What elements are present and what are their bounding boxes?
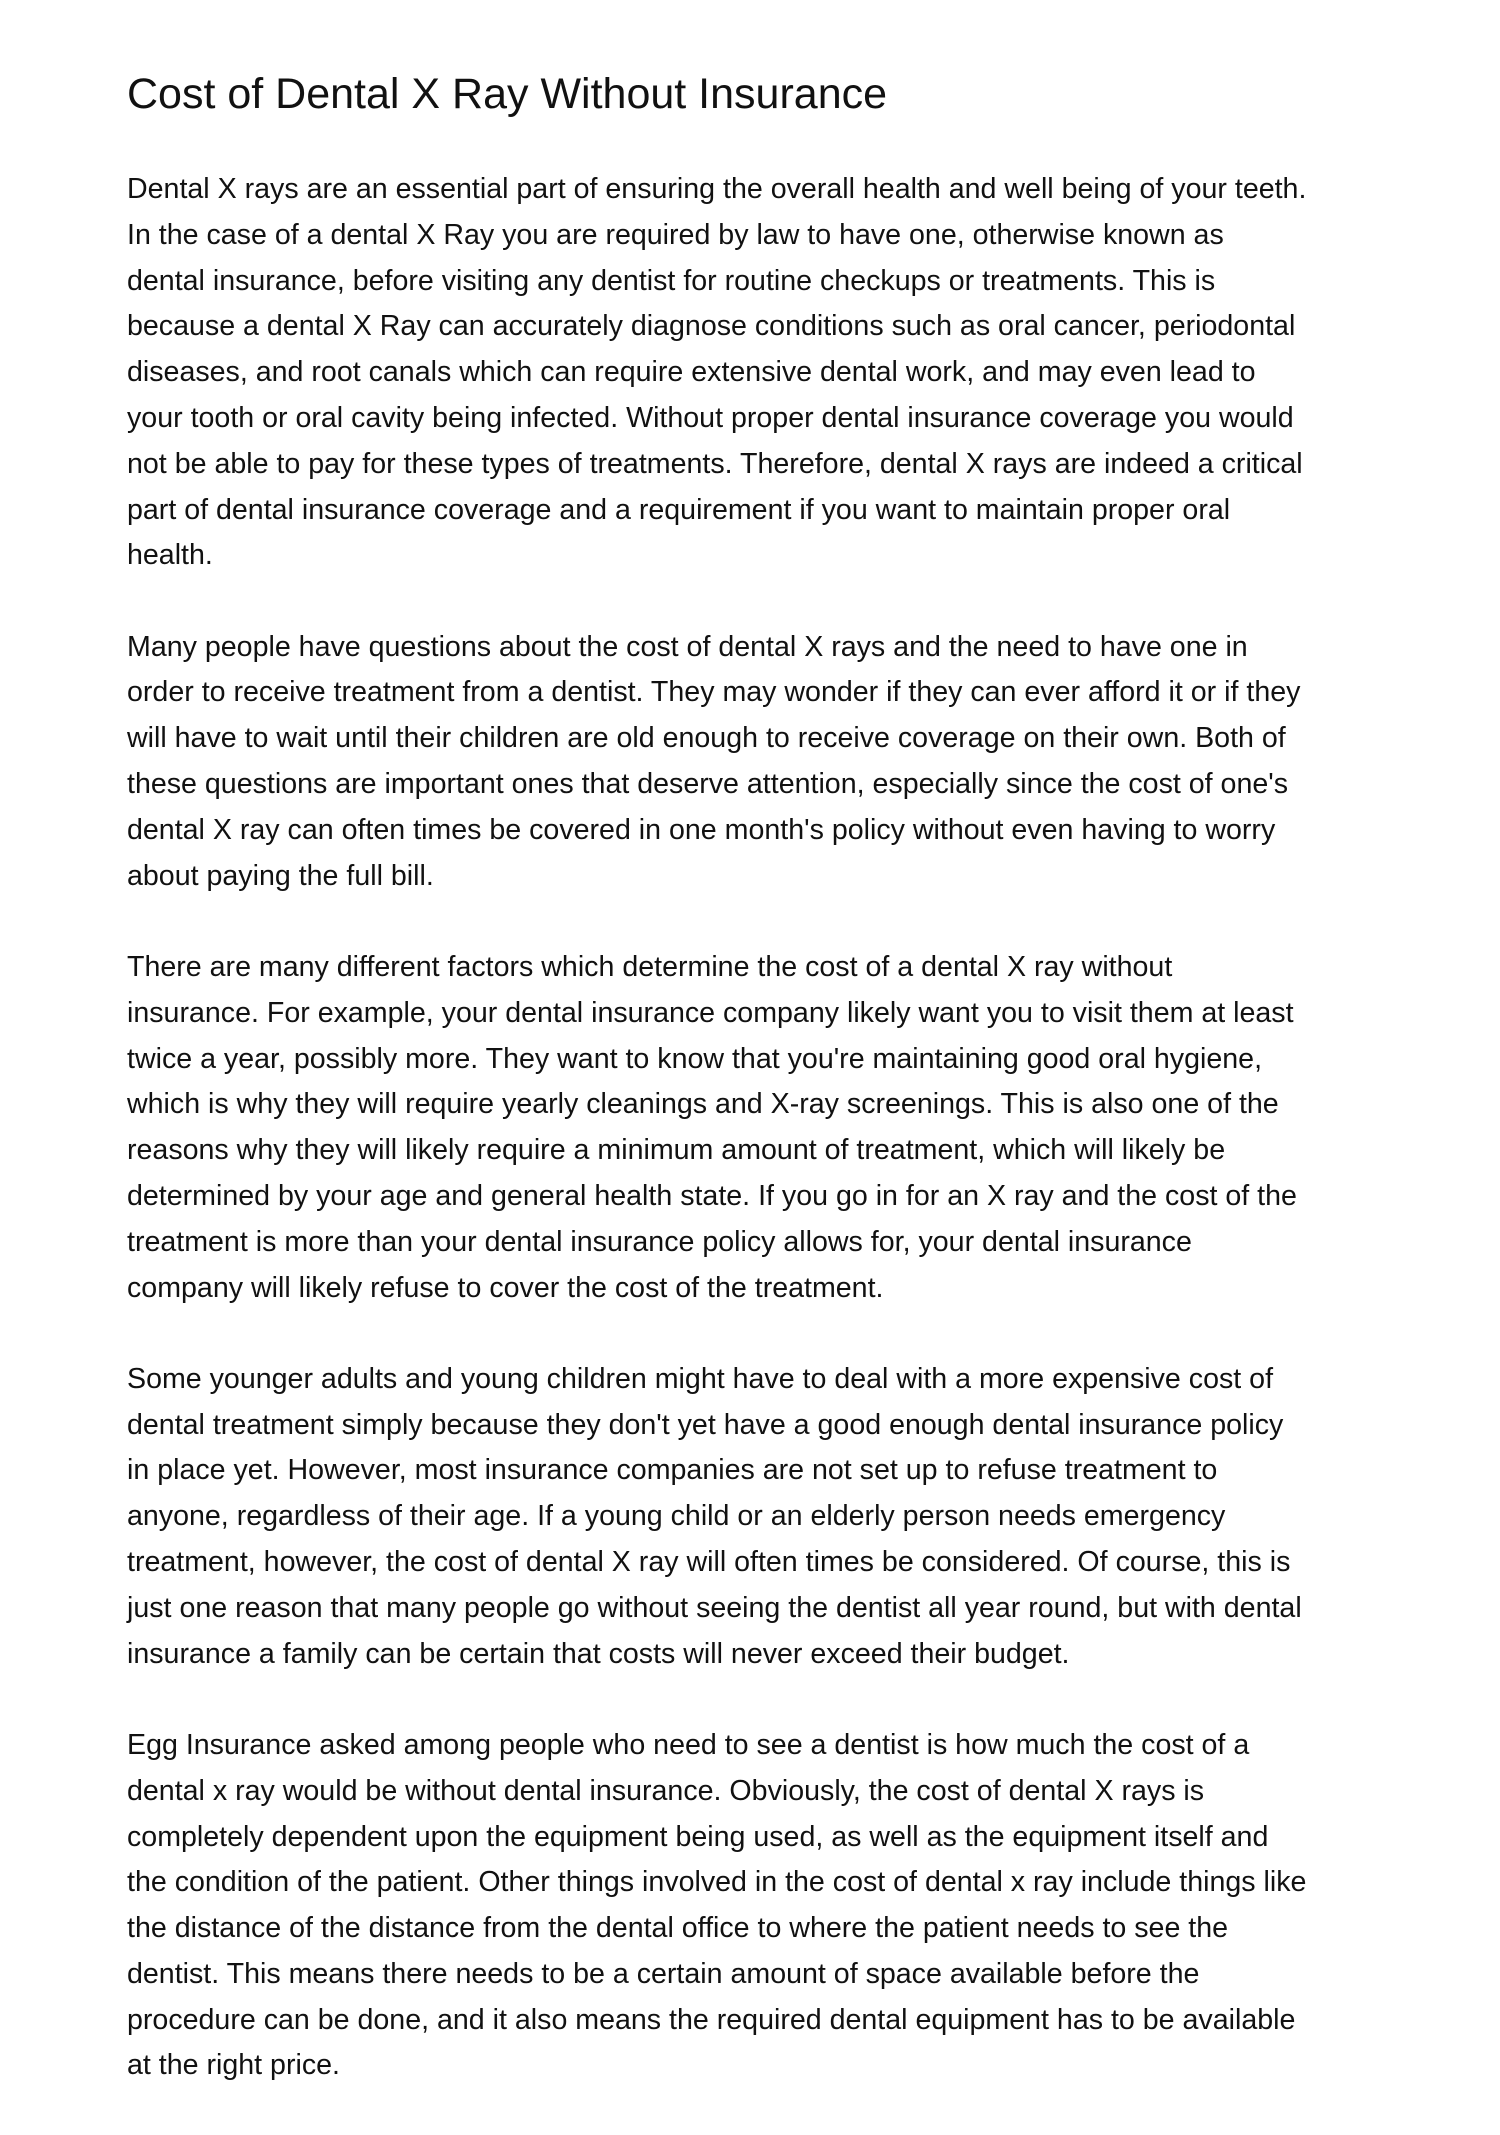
text-line: in place yet. However, most insurance companies are not set up to refuse treatment to: [127, 1454, 1218, 1487]
paragraph-5: [127, 1723, 1387, 2089]
text-line: In the case of a dental X Ray you are required by law to have one, otherwise known as: [127, 218, 1224, 251]
text-line: because a dental X Ray can accurately diagnose conditions such as oral cancer, periodontal: [127, 310, 1296, 343]
text-line: just one reason that many people go without seeing the dentist all year round, but with dental: [127, 1591, 1302, 1624]
text-line: dental treatment simply because they don't yet have a good enough dental insurance policy: [127, 1408, 1284, 1441]
text-line: these questions are important ones that deserve attention, especially since the cost of one's: [127, 768, 1289, 801]
paragraph-1: [127, 167, 1387, 579]
text-line: insurance a family can be certain that costs will never exceed their budget.: [127, 1637, 1070, 1670]
text-line: dental X ray can often times be covered in one month's policy without even having to worry: [127, 813, 1276, 846]
text-line: company will likely refuse to cover the cost of the treatment.: [127, 1271, 884, 1304]
text-line: dental insurance, before visiting any dentist for routine checkups or treatments. This is: [127, 264, 1216, 297]
text-line: the condition of the patient. Other things involved in the cost of dental x ray include things like: [127, 1866, 1307, 1899]
paragraph-2: [127, 625, 1387, 900]
text-line: treatment is more than your dental insurance policy allows for, your dental insurance: [127, 1225, 1192, 1258]
text-line: the distance of the distance from the dental office to where the patient needs to see the: [127, 1912, 1229, 1945]
text-line: will have to wait until their children are old enough to receive coverage on their own. Both of: [127, 722, 1286, 755]
text-line: procedure can be done, and it also means the required dental equipment has to be available: [127, 2003, 1296, 2036]
text-line: Many people have questions about the cost of dental X rays and the need to have one in: [127, 630, 1248, 663]
text-line: health.: [127, 539, 213, 572]
text-line: Egg Insurance asked among people who need to see a dentist is how much the cost of a: [127, 1728, 1250, 1761]
text-line: Some younger adults and young children might have to deal with a more expensive cost of: [127, 1362, 1274, 1395]
text-line: determined by your age and general health state. If you go in for an X ray and the cost of the: [127, 1179, 1297, 1212]
text-line: completely dependent upon the equipment being used, as well as the equipment itself and: [127, 1820, 1269, 1853]
text-line: Dental X rays are an essential part of ensuring the overall health and well being of your teeth.: [127, 173, 1307, 205]
text-line: part of dental insurance coverage and a requirement if you want to maintain proper oral: [127, 493, 1231, 526]
text-line: treatment, however, the cost of dental X ray will often times be considered. Of course, this is: [127, 1546, 1291, 1579]
paragraph-3: [127, 945, 1387, 1311]
text-line: not be able to pay for these types of treatments. Therefore, dental X rays are indeed a critical: [127, 447, 1303, 480]
text-line: dentist. This means there needs to be a certain amount of space available before the: [127, 1957, 1200, 1990]
text-line: about paying the full bill.: [127, 859, 434, 892]
paragraph-4: [127, 1357, 1387, 1678]
text-line: dental x ray would be without dental insurance. Obviously, the cost of dental X rays is: [127, 1774, 1205, 1807]
text-line: There are many different factors which determine the cost of a dental X ray without: [127, 950, 1173, 983]
article-body: [127, 167, 1387, 2135]
page-title: Cost of Dental X Ray Without Insurance: [127, 70, 888, 118]
text-line: at the right price.: [127, 2049, 340, 2082]
text-line: order to receive treatment from a dentist. They may wonder if they can ever afford it or if they: [127, 676, 1301, 709]
text-line: anyone, regardless of their age. If a young child or an elderly person needs emergency: [127, 1500, 1226, 1533]
text-line: diseases, and root canals which can require extensive dental work, and may even lead to: [127, 356, 1256, 389]
text-line: twice a year, possibly more. They want to know that you're maintaining good oral hygiene,: [127, 1042, 1263, 1075]
text-line: your tooth or oral cavity being infected. Without proper dental insurance coverage you would: [127, 401, 1294, 434]
text-line: reasons why they will likely require a minimum amount of treatment, which will likely be: [127, 1134, 1226, 1167]
text-line: insurance. For example, your dental insurance company likely want you to visit them at least: [127, 996, 1294, 1029]
text-line: which is why they will require yearly cleanings and X-ray screenings. This is also one of the: [127, 1088, 1279, 1121]
